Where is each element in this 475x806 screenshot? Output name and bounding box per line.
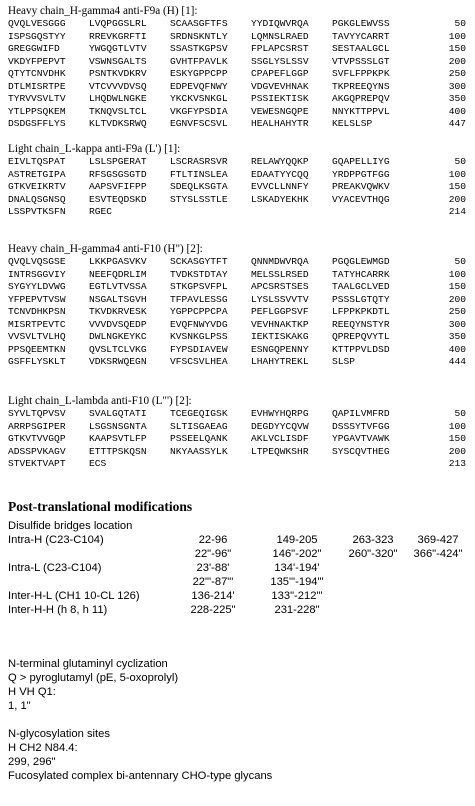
sequence-row	[8, 31, 468, 44]
sequence-row	[8, 408, 468, 421]
sequence-segment: YPGAVTVAWK	[332, 433, 390, 444]
intra-h-value: 263-323	[352, 534, 394, 546]
sequence-segment: KLTVDKSRWQ	[89, 118, 147, 129]
sequence-segment: PGQGLEWMGD	[332, 256, 390, 267]
sequence-row	[8, 344, 468, 357]
sequence-segment: YWGQGTLVTV	[89, 43, 147, 54]
sequence-segment: DNALQSGNSQ	[8, 193, 66, 205]
residue-number: 300	[448, 80, 466, 92]
residue-number: 50	[454, 256, 466, 267]
sequence-segment: RFSGSGSGTD	[89, 168, 147, 180]
sequence-row	[8, 56, 468, 69]
residue-number: 50	[454, 18, 466, 29]
ptm-heading: Post-translational modifications	[8, 499, 193, 514]
sequence-segment: QVSLTCLVKG	[89, 343, 147, 355]
sequence-segment: YGPPCPPCPA	[170, 306, 228, 317]
inter-hl-label: Inter-H-L (CH1 10-CL 126)	[8, 590, 140, 602]
inter-hh-label: Inter-H-H (h 8, h 11)	[8, 604, 108, 616]
sequence-segment: RREVKGRFTI	[89, 30, 147, 42]
sequence-segment: PPSQEEMTKN	[8, 343, 66, 355]
sequence-segment: NEEFQDRLIM	[89, 268, 147, 280]
sequence-row	[8, 18, 468, 31]
intra-l-value: 135"'-194"'	[270, 576, 324, 588]
sequence-segment: NNYKTTPPVL	[332, 105, 390, 117]
sequence-segment: SLTISGAEAG	[170, 420, 228, 432]
sequence-segment: DWLNGKEYKC	[89, 331, 147, 342]
sequence-row	[8, 118, 468, 131]
sequence-segment: YRDPPGTFGG	[332, 168, 390, 180]
sequence-segment: TCEGEQIGSK	[170, 408, 228, 419]
sequence-segment: EDAATYYCQQ	[251, 168, 309, 180]
intra-l-value: 23'-88'	[196, 562, 230, 574]
intra-l-value: 22"'-87"'	[192, 576, 234, 588]
intra-h-value: 260"-320"	[348, 548, 398, 560]
sequence-row	[8, 433, 468, 446]
sequence-segment: STYSLSSTLE	[170, 193, 228, 205]
sequence-segment: IEKTISKAKG	[251, 331, 309, 342]
residue-number: 150	[448, 433, 466, 444]
sequence-segment: YFPEPVTVSW	[8, 293, 66, 305]
sequence-segment: GVHTFPAVLK	[170, 55, 228, 67]
residue-number: 100	[448, 168, 466, 180]
intra-h-value: 369-427	[417, 534, 459, 546]
sequence-segment: GSFFLYSKLT	[8, 356, 66, 367]
sequence-row	[8, 421, 468, 434]
sequence-segment: LSCRASRSVR	[170, 156, 228, 167]
inter-hh-value: 228-225"	[190, 604, 236, 616]
sequence-segment: ECS	[89, 458, 107, 469]
sequence-segment: AKGQPREPQV	[332, 93, 390, 104]
sequence-segment: LSGSNSGNTA	[89, 420, 147, 432]
sequence-segment: AKLVCLISDF	[251, 433, 309, 444]
nglyc-title: N-glycosylation sites	[8, 728, 110, 740]
sequence-row	[8, 156, 468, 169]
sequence-segment: VTVPSSSLGT	[332, 55, 390, 67]
sequence-row	[8, 294, 468, 307]
residue-number: 150	[448, 281, 466, 292]
intra-h-value: 366"-424"	[413, 548, 463, 560]
nglyc-line: H CH2 N84.4:	[8, 742, 78, 754]
sequence-segment: QAPILVMFRD	[332, 408, 390, 419]
intra-h-value: 22-96	[198, 534, 228, 546]
sequence-segment: VFSCSVLHEA	[170, 356, 228, 367]
sequence-segment: VVSVLTVLHQ	[8, 331, 66, 342]
residue-number: 350	[448, 331, 466, 342]
sequence-segment: ARRPSGIPER	[8, 420, 66, 432]
sequence-block	[8, 408, 468, 471]
sequence-segment: VVVDVSQEDP	[89, 318, 147, 330]
sequence-segment: SDEQLKSGTA	[170, 181, 228, 192]
sequence-segment: VEVHNAKTKP	[251, 318, 309, 330]
sequence-segment: DSSSYTVFGG	[332, 420, 390, 432]
sequence-segment: KVSNKGLPSS	[170, 331, 228, 342]
sequence-row	[8, 68, 468, 81]
sequence-segment: PSSSLGTQTY	[332, 293, 390, 305]
residue-number: 200	[448, 445, 466, 457]
residue-number: 50	[454, 408, 466, 419]
residue-number: 444	[448, 356, 466, 367]
sequence-segment: AAPSVFIFPP	[89, 181, 147, 192]
sequence-row	[8, 181, 468, 194]
sequence-row	[8, 331, 468, 344]
sequence-row	[8, 81, 468, 94]
sequence-segment: TYRVVSVLTV	[8, 93, 66, 104]
sequence-segment: VKGFYPSDIA	[170, 105, 228, 117]
sequence-segment: SYGYYLDVWG	[8, 281, 66, 292]
sequence-segment: QPREPQVYTL	[332, 331, 390, 342]
sequence-segment: QTYTCNVDHK	[8, 68, 66, 79]
sequence-segment: PEFLGGPSVF	[251, 306, 309, 317]
sequence-segment: YKCKVSNKGL	[170, 93, 228, 104]
sequence-block	[8, 256, 468, 369]
sequence-segment: TKNQVSLTCL	[89, 105, 147, 117]
sequence-segment: KELSLSP	[332, 118, 373, 129]
sequence-segment: MISRTPEVTC	[8, 318, 66, 330]
sequence-row	[8, 458, 468, 471]
sequence-segment: TAVYYCARRT	[332, 30, 390, 42]
sequence-segment: LSSPVTKSFN	[8, 206, 66, 217]
chain-title: Light chain_L-kappa anti-F9a (L') [1]:	[8, 143, 181, 155]
sequence-segment: PSNTKVDKRV	[89, 68, 147, 79]
sequence-segment: FPLAPCSRST	[251, 43, 309, 54]
sequence-segment: TKVDKRVESK	[89, 306, 147, 317]
sequence-segment: RGEC	[89, 206, 113, 217]
sequence-segment: QNNMDWVRQA	[251, 256, 309, 267]
residue-number: 100	[448, 268, 466, 280]
sequence-row	[8, 169, 468, 182]
sequence-segment: ESNGQPENNY	[251, 343, 309, 355]
sequence-segment: EGNVFSCSVL	[170, 118, 228, 129]
sequence-segment: ADSSPVKAGV	[8, 445, 66, 457]
sequence-block	[8, 18, 468, 131]
inter-hh-value: 231-228"	[274, 604, 320, 616]
sequence-segment: SESTAALGCL	[332, 43, 390, 54]
sequence-row	[8, 269, 468, 282]
nterm-line: 1, 1"	[8, 700, 31, 712]
chain-title: Heavy chain_H-gamma4 anti-F10 (H") [2]:	[8, 243, 203, 255]
sequence-row	[8, 446, 468, 459]
nterm-line: H VH Q1:	[8, 686, 56, 698]
intra-l-value: 134'-194'	[274, 562, 320, 574]
chain-title: Heavy chain_H-gamma4 anti-F9a (H) [1]:	[8, 5, 198, 17]
residue-number: 214	[448, 206, 466, 217]
sequence-block	[8, 156, 468, 219]
sequence-row	[8, 106, 468, 119]
sequence-segment: TVDKSTDTAY	[170, 268, 228, 280]
sequence-segment: FTLTINSLEA	[170, 168, 228, 180]
nterm-title: N-terminal glutaminyl cyclization	[8, 658, 168, 670]
chain-heavy-f10	[8, 243, 468, 369]
sequence-segment: DSDGSFFLYS	[8, 118, 66, 129]
sequence-segment: FYPSDIAVEW	[170, 343, 228, 355]
residue-number: 213	[448, 458, 466, 469]
sequence-segment: EDPEVQFNWY	[170, 80, 228, 92]
residue-number: 200	[448, 193, 466, 205]
nterm-line: Q > pyroglutamyl (pE, 5-oxoprolyl)	[8, 672, 179, 684]
residue-number: 200	[448, 293, 466, 305]
nglyc-line: 299, 296"	[8, 756, 56, 768]
sequence-segment: EGTLVTVSSA	[89, 281, 147, 292]
sequence-segment: LQMNSLRAED	[251, 30, 309, 42]
sequence-segment: PREAKVQWKV	[332, 181, 390, 192]
residue-number: 50	[454, 156, 466, 167]
sequence-segment: GREGGWIFD	[8, 43, 60, 54]
sequence-segment: LHAHYTREKL	[251, 356, 309, 367]
sequence-segment: GTKVEIKRTV	[8, 181, 66, 192]
sequence-segment: GTKVTVVGQP	[8, 433, 66, 444]
residue-number: 300	[448, 318, 466, 330]
sequence-segment: REEQYNSTYR	[332, 318, 390, 330]
sequence-row	[8, 93, 468, 106]
sequence-segment: PSSIEKTISK	[251, 93, 309, 104]
sequence-segment: EVVCLLNNFY	[251, 181, 309, 192]
sequence-segment: DEGDYYCQVW	[251, 420, 309, 432]
sequence-segment: NKYAASSYLK	[170, 445, 228, 457]
residue-number: 200	[448, 55, 466, 67]
sequence-segment: SVALGQTATI	[89, 408, 147, 419]
chain-title: Light chain_L-lambda anti-F10 (L"') [2]:	[8, 395, 192, 407]
sequence-segment: APCSRSTSES	[251, 281, 309, 292]
sequence-segment: MELSSLRSED	[251, 268, 309, 280]
sequence-segment: GQAPELLIYG	[332, 156, 390, 167]
sequence-segment: SRDNSKNTLY	[170, 30, 228, 42]
sequence-segment: EVHWYHQRPG	[251, 408, 309, 419]
sequence-segment: SLSP	[332, 356, 356, 367]
residue-number: 150	[448, 181, 466, 192]
residue-number: 250	[448, 68, 466, 79]
sequence-segment: VDGVEVHNAK	[251, 80, 309, 92]
sequence-segment: TFPAVLESSG	[170, 293, 228, 305]
sequence-segment: TATYHCARRK	[332, 268, 390, 280]
sequence-segment: PSSEELQANK	[170, 433, 228, 444]
sequence-segment: STVEKTVAPT	[8, 458, 66, 469]
sequence-segment: KAAPSVTLFP	[89, 433, 147, 444]
sequence-segment: VKDYFPEPVT	[8, 55, 66, 67]
sequence-segment: LYSLSSVVTV	[251, 293, 309, 305]
sequence-row	[8, 43, 468, 56]
sequence-segment: SVFLFPPKPK	[332, 68, 390, 79]
residue-number: 447	[448, 118, 466, 129]
sequence-segment: CPAPEFLGGP	[251, 68, 309, 79]
sequence-segment: VEWESNGQPE	[251, 105, 309, 117]
sequence-segment: LHQDWLNGKE	[89, 93, 147, 104]
sequence-segment: VTCVVVDVSQ	[89, 80, 147, 92]
sequence-segment: PGKGLEWVSS	[332, 18, 390, 29]
residue-number: 250	[448, 306, 466, 317]
sequence-segment: INTRSGGVIY	[8, 268, 66, 280]
chain-heavy-f9a	[8, 5, 468, 131]
chain-light-kappa-f9a	[8, 143, 468, 219]
sequence-segment: LSLSPGERAT	[89, 156, 147, 167]
sequence-row	[8, 206, 468, 219]
sequence-segment: SCAASGFTFS	[170, 18, 228, 29]
sequence-row	[8, 281, 468, 294]
sequence-row	[8, 306, 468, 319]
sequence-segment: TCNVDHKPSN	[8, 306, 66, 317]
sequence-segment: VSWNSGALTS	[89, 55, 147, 67]
sequence-segment: SSASTKGPSV	[170, 43, 228, 54]
residue-number: 400	[448, 105, 466, 117]
sequence-segment: LSKADYEKHK	[251, 193, 309, 205]
sequence-row	[8, 256, 468, 269]
sequence-segment: STKGPSVFPL	[170, 281, 228, 292]
intra-h-value: 149-205	[276, 534, 318, 546]
sequence-segment: LFPPKPKDTL	[332, 306, 390, 317]
sequence-segment: QVQLVQSGSE	[8, 256, 66, 267]
sequence-segment: NSGALTSGVH	[89, 293, 147, 305]
sequence-segment: RELAWYQQKP	[251, 156, 309, 167]
sequence-row	[8, 356, 468, 369]
sequence-segment: VYACEVTHQG	[332, 193, 390, 205]
residue-number: 150	[448, 43, 466, 54]
sequence-segment: ISPSGQSTYY	[8, 30, 66, 42]
sequence-segment: EVQFNWYVDG	[170, 318, 228, 330]
sequence-segment: SYSCQVTHEG	[332, 445, 390, 457]
intra-h-value: 146"-202"	[272, 548, 322, 560]
intra-h-value: 22"-96"	[194, 548, 232, 560]
sequence-segment: HEALHAHYTR	[251, 118, 309, 129]
sequence-segment: KTTPPVLDSD	[332, 343, 390, 355]
inter-hl-value: 136-214'	[191, 590, 235, 602]
sequence-row	[8, 319, 468, 332]
disulfide-title: Disulfide bridges location	[8, 520, 133, 532]
sequence-segment: SSGLYSLSSV	[251, 55, 309, 67]
residue-number: 100	[448, 420, 466, 432]
inter-hl-value: 133"-212"'	[271, 590, 323, 602]
sequence-segment: ETTTPSKQSN	[89, 445, 147, 457]
nglyc-line: Fucosylated complex bi-antennary CHO-type glycans	[8, 770, 273, 782]
sequence-segment: VDKSRWQEGN	[89, 356, 147, 367]
intra-h-label: Intra-H (C23-C104)	[8, 534, 104, 546]
residue-number: 400	[448, 343, 466, 355]
sequence-segment: SYVLTQPVSV	[8, 408, 66, 419]
sequence-segment: SCKASGYTFT	[170, 256, 228, 267]
sequence-segment: TAALGCLVED	[332, 281, 390, 292]
sequence-segment: EIVLTQSPAT	[8, 156, 66, 167]
sequence-segment: LKKPGASVKV	[89, 256, 147, 267]
sequence-segment: YTLPPSQKEM	[8, 105, 66, 117]
chain-light-lambda-f10	[8, 395, 468, 471]
sequence-segment: TKPREEQYNS	[332, 80, 390, 92]
sequence-row	[8, 194, 468, 207]
sequence-segment: ASTRETGIPA	[8, 168, 66, 180]
sequence-segment: YYDIQWVRQA	[251, 18, 309, 29]
intra-l-label: Intra-L (C23-C104)	[8, 562, 102, 574]
sequence-segment: LTPEQWKSHR	[251, 445, 309, 457]
sequence-segment: QVQLVESGGG	[8, 18, 66, 29]
sequence-segment: ESVTEQDSKD	[89, 193, 147, 205]
residue-number: 100	[448, 30, 466, 42]
sequence-segment: ESKYGPPCPP	[170, 68, 228, 79]
residue-number: 350	[448, 93, 466, 104]
sequence-segment: LVQPGGSLRL	[89, 18, 147, 29]
sequence-segment: DTLMISRTPE	[8, 80, 66, 92]
